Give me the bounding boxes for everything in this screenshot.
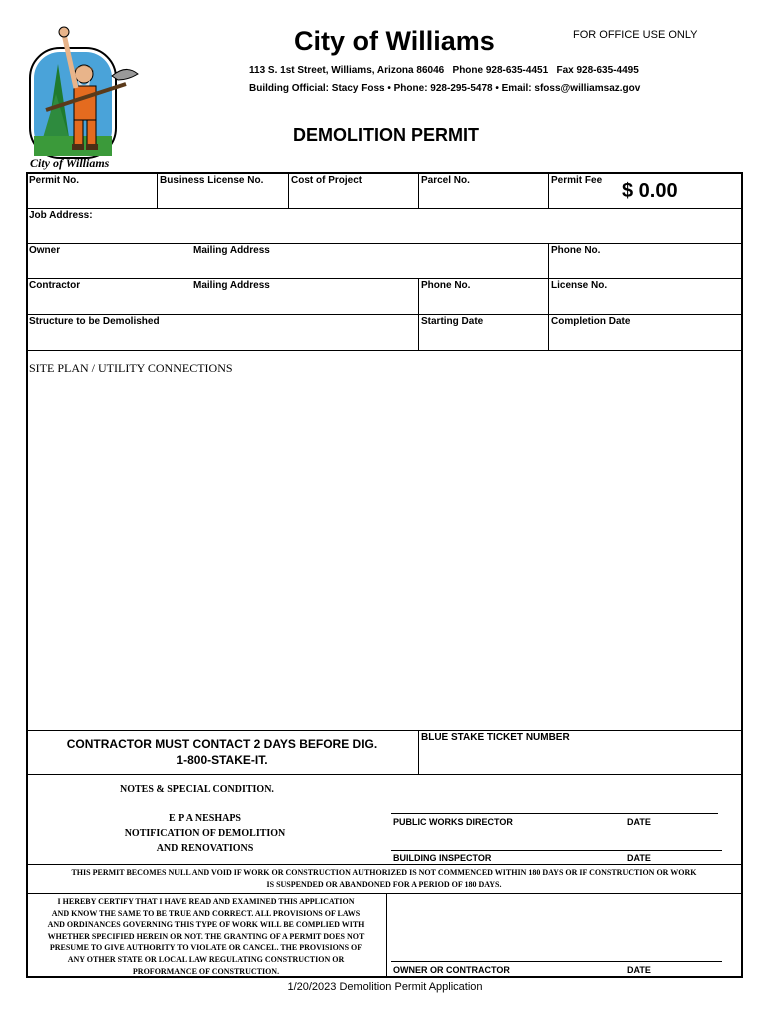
- epa-line1: E P A NESHAPS: [169, 813, 241, 824]
- public-works-label: PUBLIC WORKS DIRECTOR: [393, 817, 513, 827]
- parcel-no-field[interactable]: [420, 188, 547, 206]
- contractor-label: Contractor: [29, 280, 81, 291]
- license-no-label: License No.: [551, 280, 608, 291]
- building-inspector-signature-line[interactable]: [391, 850, 722, 851]
- building-inspector-date-label: DATE: [627, 853, 651, 863]
- contractor-phone-field[interactable]: [420, 293, 547, 311]
- certify-line: I HEREBY CERTIFY THAT I HAVE READ AND EXAMINED THIS APPLICATION: [57, 897, 355, 906]
- void-notice-line2: IS SUSPENDED OR ABANDONED FOR A PERIOD OF 180 DAYS.: [266, 880, 502, 889]
- completion-date-field[interactable]: [550, 329, 740, 347]
- site-plan-label: SITE PLAN / UTILITY CONNECTIONS: [29, 361, 233, 375]
- business-license-field[interactable]: [159, 188, 287, 206]
- blue-stake-label: BLUE STAKE TICKET NUMBER: [421, 732, 570, 743]
- permit-fee-label: Permit Fee: [551, 175, 603, 186]
- business-license-label: Business License No.: [160, 175, 264, 186]
- notes-title: NOTES & SPECIAL CONDITION.: [120, 784, 274, 795]
- epa-line3: AND RENOVATIONS: [156, 843, 254, 854]
- dig-notice-line2: 1-800-STAKE-IT.: [176, 753, 268, 767]
- footer-text: 1/20/2023 Demolition Permit Application: [287, 981, 483, 993]
- form-title: DEMOLITION PERMIT: [293, 125, 479, 145]
- site-plan-area[interactable]: [28, 380, 740, 728]
- owner-label: Owner: [29, 245, 61, 256]
- contractor-mailing-field[interactable]: [192, 293, 416, 311]
- dig-notice-line1: CONTRACTOR MUST CONTACT 2 DAYS BEFORE DIG.: [66, 737, 378, 751]
- certify-line: PROFORMANCE OF CONSTRUCTION.: [132, 966, 280, 976]
- job-address-label: Job Address:: [29, 210, 93, 221]
- cost-of-project-label: Cost of Project: [291, 175, 363, 186]
- contractor-phone-label: Phone No.: [421, 280, 471, 291]
- owner-phone-field[interactable]: [550, 258, 740, 276]
- permit-no-field[interactable]: [28, 188, 156, 206]
- certify-text: [28, 896, 384, 977]
- owner-contractor-date-label: DATE: [627, 965, 651, 975]
- owner-contractor-label: OWNER OR CONTRACTOR: [393, 965, 510, 975]
- job-address-field[interactable]: [28, 223, 740, 241]
- certify-line: AND ORDINANCES GOVERNING THIS TYPE OF WORK WILL BE COMPLIED WITH: [47, 920, 365, 930]
- certify-line: ANY OTHER STATE OR LOCAL LAW REGULATING CONSTRUCTION OR: [67, 954, 345, 964]
- address-line: 113 S. 1st Street, Williams, Arizona 86046 Phone 928-635-4451 Fax 928-635-4495: [249, 65, 639, 76]
- office-use-label: FOR OFFICE USE ONLY: [573, 29, 698, 41]
- owner-contractor-signature-line[interactable]: [391, 961, 722, 962]
- official-line: Building Official: Stacy Foss • Phone: 928-295-5478 • Email: sfoss@williamsaz.gov: [249, 83, 641, 94]
- permit-fee-value[interactable]: $ 0.00: [622, 180, 678, 202]
- completion-date-label: Completion Date: [551, 316, 631, 327]
- certify-line: WHETHER SPECIFIED HEREIN OR NOT. THE GRANTING OF A PERMIT DOES NOT: [47, 931, 365, 941]
- owner-field[interactable]: [28, 258, 188, 276]
- structure-label: Structure to be Demolished: [29, 316, 160, 327]
- epa-line2: NOTIFICATION OF DEMOLITION: [124, 828, 286, 839]
- owner-mailing-label: Mailing Address: [193, 245, 270, 256]
- blue-stake-field[interactable]: [420, 746, 740, 772]
- owner-phone-label: Phone No.: [551, 245, 601, 256]
- public-works-date-label: DATE: [627, 817, 651, 827]
- void-notice-line1: THIS PERMIT BECOMES NULL AND VOID IF WORK OR CONSTRUCTION AUTHORIZED IS NOT COMMENCED WITHIN 180 DAYS OR IF CONSTRUCTION OR WORK: [71, 868, 697, 877]
- contractor-field[interactable]: [28, 293, 188, 311]
- license-no-field[interactable]: [550, 293, 740, 311]
- starting-date-label: Starting Date: [421, 316, 484, 327]
- contractor-mailing-label: Mailing Address: [193, 280, 270, 291]
- starting-date-field[interactable]: [420, 329, 547, 347]
- building-inspector-label: BUILDING INSPECTOR: [393, 853, 492, 863]
- owner-mailing-field[interactable]: [192, 258, 546, 276]
- permit-no-label: Permit No.: [29, 175, 80, 186]
- public-works-signature-line[interactable]: [391, 813, 718, 814]
- mountain-man-logo-icon: [26, 24, 142, 164]
- certify-line: AND KNOW THE SAME TO BE TRUE AND CORRECT. ALL PROVISIONS OF LAWS: [51, 908, 361, 918]
- cost-of-project-field[interactable]: [290, 188, 417, 206]
- certify-line: PRESUME TO GIVE AUTHORITY TO VIOLATE OR CANCEL. THE PROVISIONS OF: [49, 943, 363, 953]
- city-logo: [26, 24, 142, 164]
- parcel-no-label: Parcel No.: [421, 175, 470, 186]
- structure-field[interactable]: [28, 329, 416, 347]
- logo-caption: City of Williams: [30, 156, 110, 170]
- city-title: City of Williams: [294, 26, 495, 56]
